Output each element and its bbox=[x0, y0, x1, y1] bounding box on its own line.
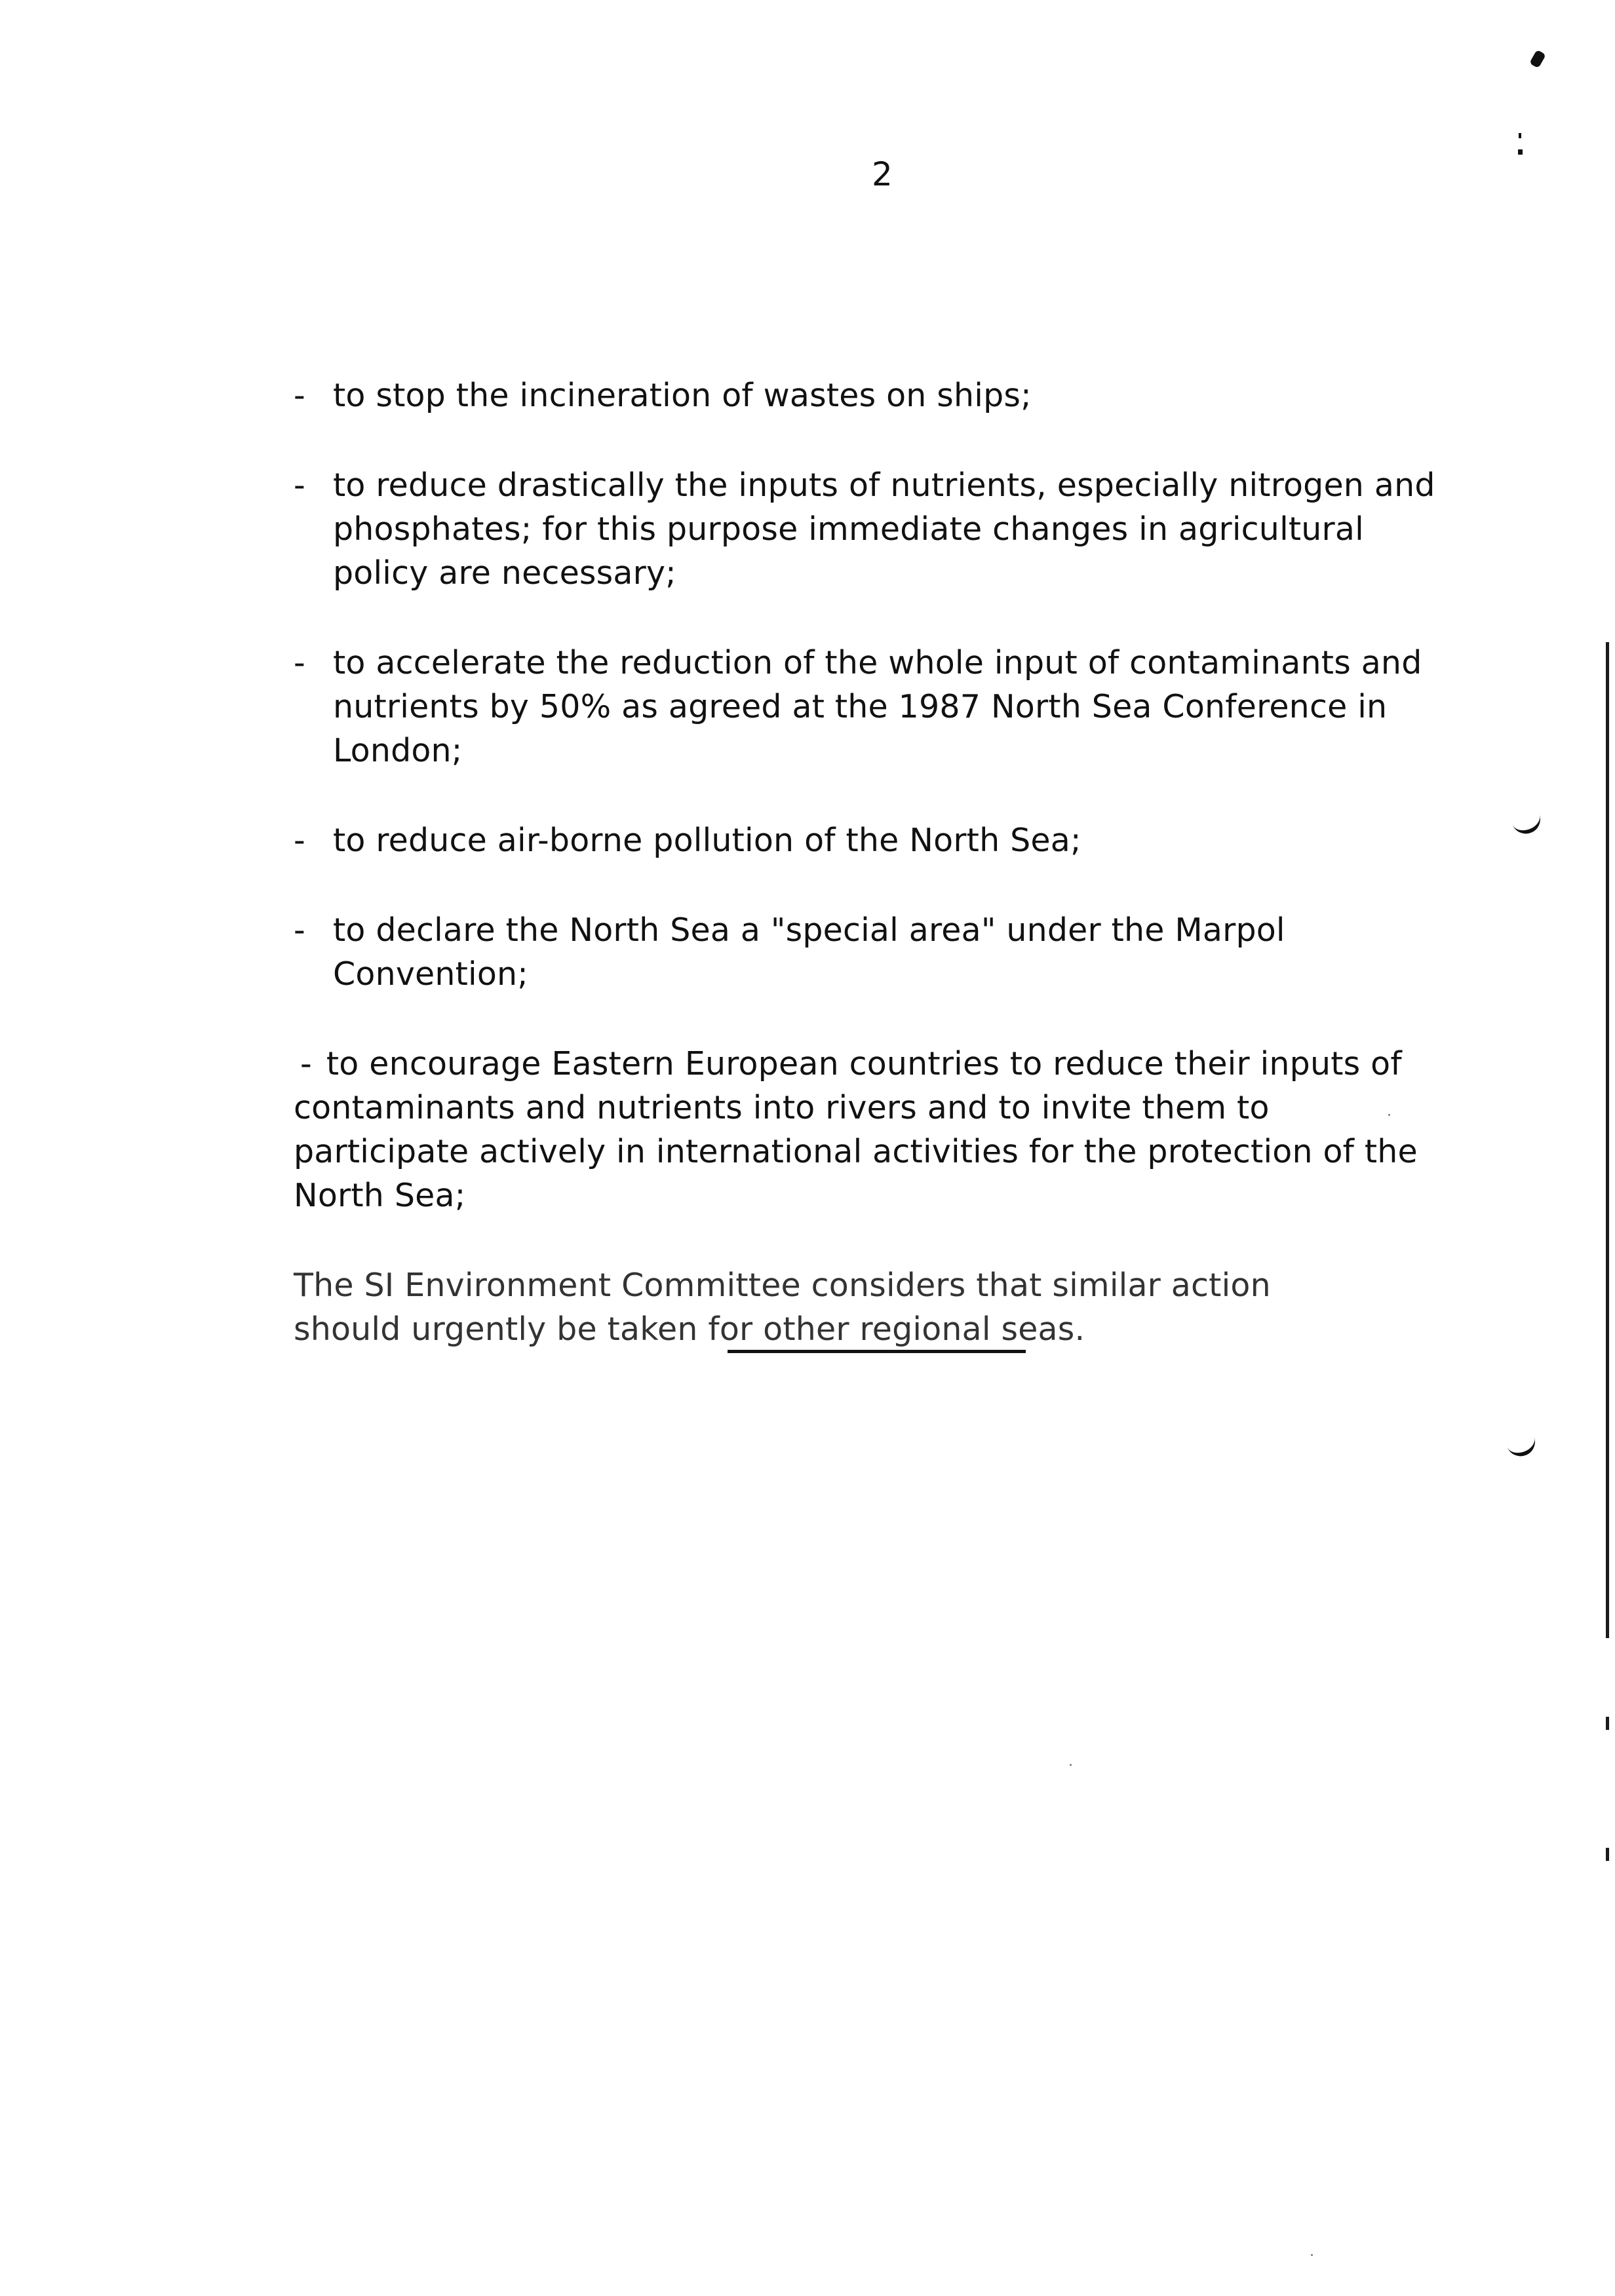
list-dash: - bbox=[294, 911, 305, 949]
page-edge-gap bbox=[1603, 1861, 1611, 2296]
list-item bbox=[294, 463, 1441, 595]
list-item-text: to declare the North Sea a "special area" under the Marpol Convention; bbox=[333, 911, 1285, 993]
scan-speck bbox=[1070, 1764, 1072, 1766]
page-edge-gap bbox=[1603, 0, 1611, 642]
list-dash: - bbox=[294, 467, 305, 504]
list-item-text: to reduce air-borne pollution of the North Sea; bbox=[333, 822, 1081, 859]
end-rule bbox=[728, 1350, 1026, 1353]
list-item bbox=[294, 641, 1487, 773]
list-item-text: to reduce drastically the inputs of nutrients, especially nitrogen and phosphates; for this purpose immediate changes in agricultural policy are necessary; bbox=[333, 467, 1435, 592]
list-dash: - bbox=[294, 822, 305, 859]
list-item-text: to accelerate the reduction of the whole input of contaminants and nutrients by 50% as agreed at the 1987 North Sea Conference in London; bbox=[333, 644, 1422, 769]
closing-text: The SI Environment Committee considers that similar action should urgently be taken for other regional seas. bbox=[294, 1267, 1271, 1348]
list-item bbox=[294, 908, 1487, 996]
page-edge-gap bbox=[1603, 1730, 1611, 1848]
scan-speck bbox=[1519, 133, 1521, 138]
list-item-text: to stop the incineration of wastes on ships; bbox=[333, 377, 1032, 414]
scan-speck bbox=[1518, 149, 1523, 155]
page-number: 2 bbox=[872, 155, 893, 193]
list-item bbox=[294, 373, 1106, 417]
scan-speck bbox=[1529, 50, 1546, 69]
list-item bbox=[294, 1042, 1421, 1217]
scan-hole-mark bbox=[1505, 1430, 1539, 1460]
list-item-text: to encourage Eastern European countries to reduce their inputs of contaminants and nutrients into rivers and to invite them to participate actively in international activities for the protection of the North Sea; bbox=[294, 1045, 1418, 1214]
scan-speck bbox=[1311, 2254, 1313, 2256]
scan-speck bbox=[1388, 1114, 1390, 1116]
resolution-text bbox=[294, 373, 1467, 1351]
list-dash: - bbox=[294, 644, 305, 681]
list-dash: - bbox=[294, 377, 305, 414]
page-edge-gap bbox=[1603, 1638, 1611, 1717]
scan-hole-mark bbox=[1510, 808, 1544, 837]
list-dash: - bbox=[300, 1045, 312, 1082]
closing-paragraph bbox=[294, 1263, 1369, 1351]
list-item bbox=[294, 818, 1447, 862]
